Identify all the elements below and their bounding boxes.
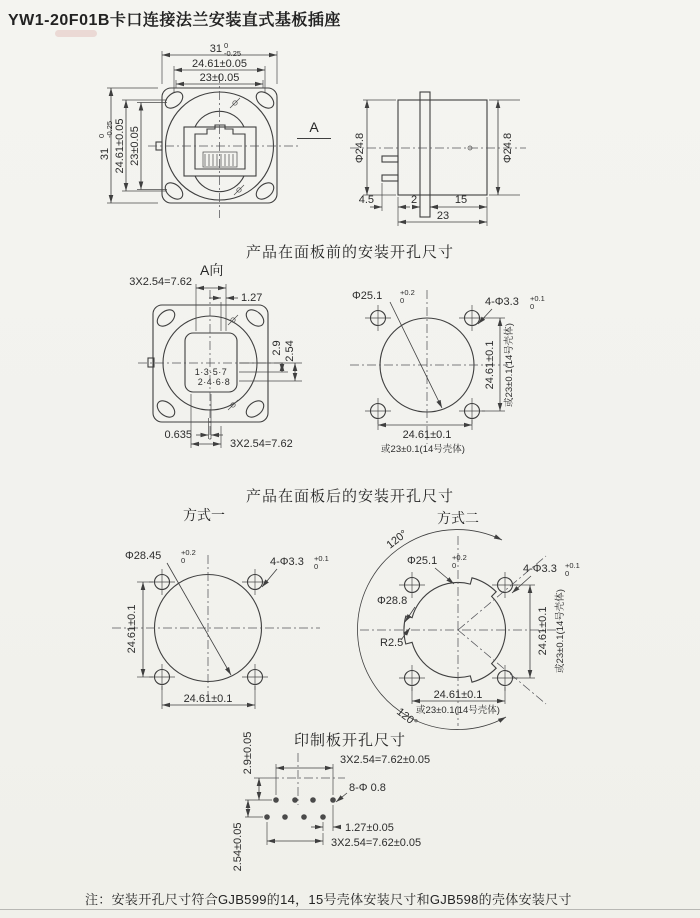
contact-block (203, 152, 237, 167)
scan-smudge (55, 30, 97, 37)
pcb-pin (382, 156, 398, 162)
dim-label: 3X2.54=7.62±0.05 (340, 754, 431, 766)
method1-drawing (85, 523, 330, 718)
dim-label: Φ24.8 (354, 132, 366, 164)
footer-note: 注：安装开孔尺寸符合GJB599的14，15号壳体安装尺寸和GJB598的壳体安装尺寸 (85, 892, 572, 907)
mounting-slot (253, 180, 277, 203)
side-view-drawing (330, 75, 545, 233)
dim-tol-sup: 0 (97, 133, 106, 138)
dim-label: 31 (99, 147, 111, 161)
caption-pcb: 印制板开孔尺寸 (293, 732, 406, 749)
mounting-slot (243, 307, 267, 330)
dim-label: 4-Φ3.3 (523, 563, 557, 575)
dim-tol-sub: -0.25 (105, 120, 114, 138)
dim-label: 24.61±0.1 (433, 689, 483, 701)
dim-tol-sub: 0 (181, 556, 186, 565)
rear-outline (148, 305, 268, 422)
rear-view-drawing (58, 258, 310, 460)
dim-label: 4-Φ3.3 (270, 556, 304, 568)
pcb-centerlines (270, 753, 345, 805)
bottom-rule (0, 909, 700, 910)
dim-label: 31 (209, 43, 222, 55)
pin-numbers-even: 2·4·6·8 (197, 377, 231, 387)
dim-label-alt: 或23±0.1(14号壳体) (416, 705, 500, 716)
front-dimensions (97, 41, 277, 203)
pcb-pin (382, 175, 398, 181)
dim-label-alt: 或23±0.1(14号壳体) (555, 589, 566, 673)
dim-tol-sup: +0.1 (314, 554, 329, 563)
mounting-slot (154, 307, 178, 330)
pcb-drawing (175, 725, 490, 890)
dim-tol-sub: 0 (565, 569, 570, 578)
view-a-arrow: A (297, 119, 331, 139)
angle-label: 120° (394, 705, 420, 730)
view-a-direction-label: A向 (200, 262, 224, 278)
dim-label-alt: 或23±0.1(14号壳体) (381, 444, 465, 455)
dim-tol-sup: 0 (224, 41, 229, 50)
dim-tol-sub: 0 (452, 561, 457, 570)
dim-label: R2.5 (380, 637, 404, 649)
dim-tol-sub: 0 (400, 296, 405, 305)
front-outline (156, 88, 277, 203)
dim-label: 23 (436, 210, 450, 222)
dim-tol-sup: +0.1 (530, 294, 545, 303)
dim-label: 4-Φ3.3 (485, 296, 519, 308)
dim-label: 8-Φ 0.8 (349, 782, 386, 794)
dim-label: 24.61±0.05 (192, 58, 247, 70)
dim-tol-sup: +0.2 (452, 553, 467, 562)
cutout-holes (365, 305, 485, 424)
dim-label: 1.27 (241, 292, 263, 304)
m1-holes (149, 569, 268, 690)
dim-tol-sup: +0.2 (400, 288, 415, 297)
dim-label-alt: 或23±0.1(14号壳体) (504, 323, 515, 407)
dim-label: 0.635 (164, 429, 192, 441)
dim-label: 2.9±0.05 (242, 731, 254, 775)
method2-label: 方式二 (437, 510, 479, 526)
dim-label: 24.61±0.05 (114, 118, 126, 174)
rear-centerlines (138, 290, 286, 440)
mounting-slot (154, 398, 178, 421)
dim-label: Φ24.8 (502, 132, 514, 164)
dim-label: Φ25.1 (407, 555, 438, 567)
dim-label: Φ28.45 (125, 550, 162, 562)
m2-holes (399, 572, 518, 691)
dim-tol-sup: +0.2 (181, 548, 196, 557)
pin-numbers-odd: 1·3·5·7 (194, 367, 228, 377)
dim-label: 24.61±0.1 (537, 606, 549, 656)
page-title: YW1-20F01B卡口连接法兰安装直式基板插座 (8, 12, 341, 29)
jack-opening (195, 125, 245, 169)
angle-label: 120° (384, 527, 410, 552)
dim-label: 4.5 (358, 194, 374, 206)
dim-label: 3X2.54=7.62 (129, 276, 192, 288)
m1-dimensions (125, 548, 329, 709)
panel-cutout-drawing (330, 272, 565, 470)
dim-label: Φ28.8 (377, 595, 408, 607)
dim-label: 2.54 (284, 340, 296, 362)
dim-label: Φ25.1 (352, 290, 383, 302)
caption-front-panel: 产品在面板前的安装开孔尺寸 (245, 244, 454, 261)
dim-label: 1.27±0.05 (345, 822, 394, 834)
mounting-slot (243, 398, 267, 421)
dim-label: 15 (454, 194, 468, 206)
dim-label: 2.54±0.05 (232, 822, 244, 872)
caption-rear-panel: 产品在面板后的安装开孔尺寸 (245, 488, 454, 505)
mounting-slot (253, 89, 277, 112)
dim-label: 24.61±0.1 (402, 429, 452, 441)
dim-label: 3X2.54=7.62±0.05 (331, 837, 422, 849)
dim-label: 2.9 (271, 340, 283, 356)
method1-label: 方式一 (183, 507, 225, 523)
m2-dimensions (377, 528, 580, 729)
dim-label: 24.61±0.1 (484, 340, 496, 390)
dim-label: 2 (410, 194, 418, 206)
dim-tol-sub: 0 (314, 562, 319, 571)
pcb-holes (264, 797, 336, 820)
dim-label: 23±0.05 (129, 126, 141, 166)
dim-tol-sub: -0.25 (224, 49, 242, 58)
flange-plate (420, 92, 430, 217)
dim-label: 23±0.05 (199, 72, 240, 84)
dim-label: 3X2.54=7.62 (230, 438, 293, 450)
side-dimensions (354, 100, 520, 226)
jack-contacts (205, 154, 233, 166)
dim-tol-sup: +0.1 (565, 561, 580, 570)
connector-body (398, 100, 487, 195)
dim-tol-sub: 0 (530, 302, 535, 311)
method2-drawing (335, 508, 590, 758)
dim-label: 24.61±0.1 (126, 604, 138, 654)
front-view-drawing (95, 30, 310, 238)
dim-label: 24.61±0.1 (183, 693, 233, 705)
